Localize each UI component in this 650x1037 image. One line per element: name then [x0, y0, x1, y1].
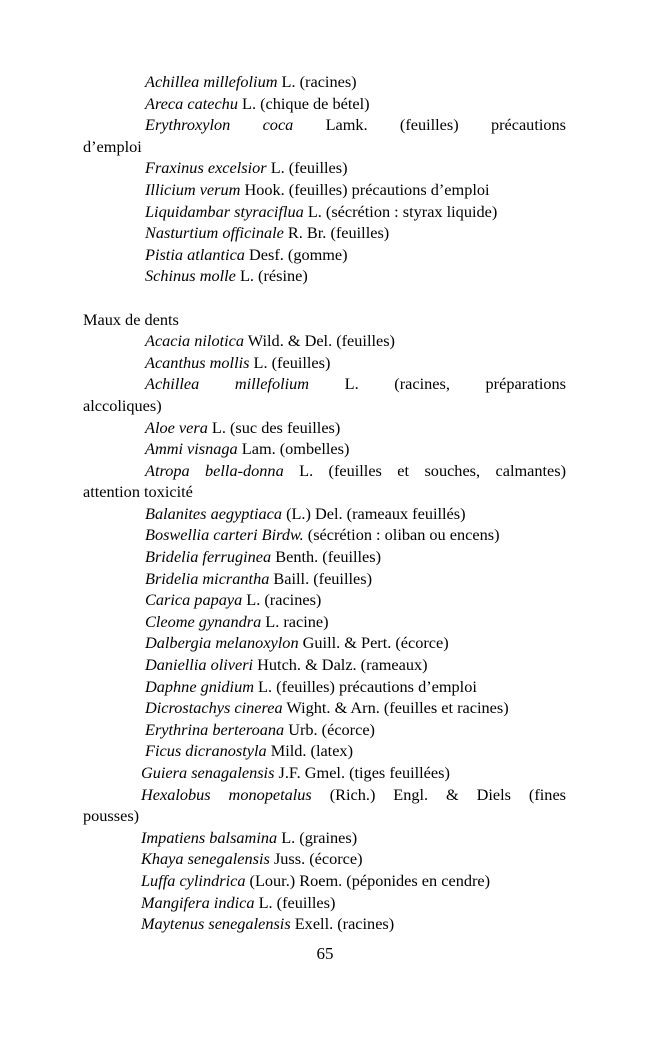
list-item	[83, 179, 566, 201]
list-item	[83, 870, 566, 892]
species-details: Baill. (feuilles)	[269, 568, 372, 588]
list-item	[83, 611, 566, 633]
species-details: Benth. (feuilles)	[271, 547, 382, 567]
species-details: L. (feuilles)	[249, 352, 331, 372]
list-item	[83, 265, 566, 287]
species-name: Acacia nilotica	[145, 331, 245, 351]
species-details: Mild. (latex)	[266, 741, 353, 761]
species-name: Bridelia ferruginea	[145, 547, 272, 567]
document-page	[83, 71, 566, 935]
spacer	[83, 287, 566, 309]
species-details: L. (graines)	[277, 827, 358, 847]
list-item	[83, 524, 566, 546]
species-name: Carica papaya	[145, 590, 243, 610]
species-details: (sécrétion : oliban ou encens)	[303, 525, 500, 545]
species-name: Areca catechu	[145, 93, 238, 113]
list-item	[83, 632, 566, 654]
species-details: L. (racines)	[277, 72, 357, 91]
species-details: L. (chique de bétel)	[237, 93, 370, 113]
list-item	[83, 740, 566, 762]
species-name: Boswellia carteri Birdw.	[145, 525, 304, 545]
list-item	[83, 762, 566, 784]
species-details: L. (racines, préparations	[309, 374, 566, 394]
species-name: Guiera senagalensis	[141, 763, 275, 782]
species-name: Illicium verum	[145, 179, 241, 199]
species-name: Ficus dicranostyla	[145, 741, 267, 761]
species-details: L. racine)	[261, 611, 329, 631]
species-details: Hook. (feuilles) précautions d’emploi	[240, 179, 490, 199]
list-item-continuation: alccoliques)	[83, 395, 162, 415]
list-item	[83, 892, 566, 914]
list-item	[83, 71, 566, 93]
species-name: Aloe vera	[145, 417, 208, 437]
species-name: Mangifera indica	[141, 892, 255, 912]
species-name: Acanthus mollis	[145, 352, 250, 372]
list-item	[83, 848, 566, 870]
species-name: Daniellia oliveri	[145, 655, 254, 675]
section-heading: Maux de dents	[83, 309, 179, 329]
species-details: (Lour.) Roem. (péponides en cendre)	[245, 870, 491, 890]
species-name: Achillea millefolium	[145, 374, 310, 394]
species-details: L. (feuilles)	[266, 158, 348, 178]
species-details: Lam. (ombelles)	[237, 439, 350, 459]
species-name: Achillea millefolium	[145, 72, 278, 91]
list-item	[83, 330, 566, 352]
species-name: Bridelia micrantha	[145, 568, 270, 588]
species-details: L. (sécrétion : styrax liquide)	[303, 201, 498, 221]
species-details: Lamk. (feuilles) précautions	[293, 115, 566, 135]
list-item	[83, 114, 566, 136]
list-item	[83, 913, 566, 935]
list-item	[83, 654, 566, 676]
species-name: Erythrina berteroana	[145, 719, 285, 739]
list-item	[83, 503, 566, 525]
list-item	[83, 438, 566, 460]
list-item	[83, 784, 566, 806]
species-details: L. (racines)	[242, 590, 322, 610]
list-item	[83, 719, 566, 741]
species-name: Erythroxylon coca	[145, 115, 294, 135]
species-name: Impatiens balsamina	[141, 827, 278, 847]
species-name: Luffa cylindrica	[141, 870, 246, 890]
list-item	[83, 589, 566, 611]
list-item	[83, 157, 566, 179]
species-details: (Rich.) Engl. & Diels (fines	[311, 784, 567, 804]
species-name: Atropa bella-donna	[145, 460, 284, 480]
list-item	[83, 201, 566, 223]
species-details: R. Br. (feuilles)	[283, 223, 390, 243]
list-item-continuation: attention toxicité	[83, 482, 193, 502]
species-name: Ammi visnaga	[145, 439, 238, 459]
species-details: Guill. & Pert. (écorce)	[298, 633, 449, 653]
species-details: (L.) Del. (rameaux feuillés)	[282, 503, 466, 523]
species-details: Urb. (écorce)	[284, 719, 375, 739]
list-item	[83, 697, 566, 719]
species-details: L. (résine)	[235, 266, 308, 286]
species-name: Dicrostachys cinerea	[145, 698, 283, 718]
species-name: Khaya senegalensis	[141, 849, 270, 869]
list-item	[83, 352, 566, 374]
list-item	[83, 244, 566, 266]
page-number: 65	[316, 944, 334, 963]
list-item	[83, 417, 566, 439]
species-details: L. (feuilles)	[254, 892, 336, 912]
list-item	[83, 546, 566, 568]
species-name: Fraxinus excelsior	[145, 158, 267, 178]
list-item-continuation: pousses)	[83, 806, 140, 826]
list-item	[83, 568, 566, 590]
species-name: Liquidambar styraciflua	[145, 201, 304, 221]
species-details: L. (feuilles) précautions d’emploi	[253, 676, 477, 696]
list-item	[83, 676, 566, 698]
list-item	[83, 93, 566, 115]
species-details: L. (feuilles et souches, calmantes)	[283, 460, 567, 480]
species-name: Maytenus senegalensis	[141, 914, 291, 934]
species-name: Pistia atlantica	[145, 244, 245, 264]
species-details: Exell. (racines)	[290, 914, 395, 934]
species-name: Daphne gnidium	[145, 676, 254, 696]
species-details: Wight. & Arn. (feuilles et racines)	[282, 698, 509, 718]
species-name: Hexalobus monopetalus	[141, 784, 312, 804]
species-name: Balanites aegyptiaca	[145, 503, 282, 523]
species-name: Dalbergia melanoxylon	[145, 633, 299, 653]
species-details: Hutch. & Dalz. (rameaux)	[253, 655, 428, 675]
species-name: Schinus molle	[145, 266, 236, 286]
species-details: Wild. & Del. (feuilles)	[244, 331, 395, 351]
list-item	[83, 222, 566, 244]
species-name: Nasturtium officinale	[145, 223, 284, 243]
list-item-continuation: d’emploi	[83, 136, 142, 156]
species-details: L. (suc des feuilles)	[207, 417, 341, 437]
species-details: Juss. (écorce)	[269, 849, 363, 869]
list-item	[83, 373, 566, 395]
species-details: J.F. Gmel. (tiges feuillées)	[274, 763, 450, 782]
list-item	[83, 460, 566, 482]
species-details: Desf. (gomme)	[244, 244, 348, 264]
list-item	[83, 827, 566, 849]
species-name: Cleome gynandra	[145, 611, 262, 631]
